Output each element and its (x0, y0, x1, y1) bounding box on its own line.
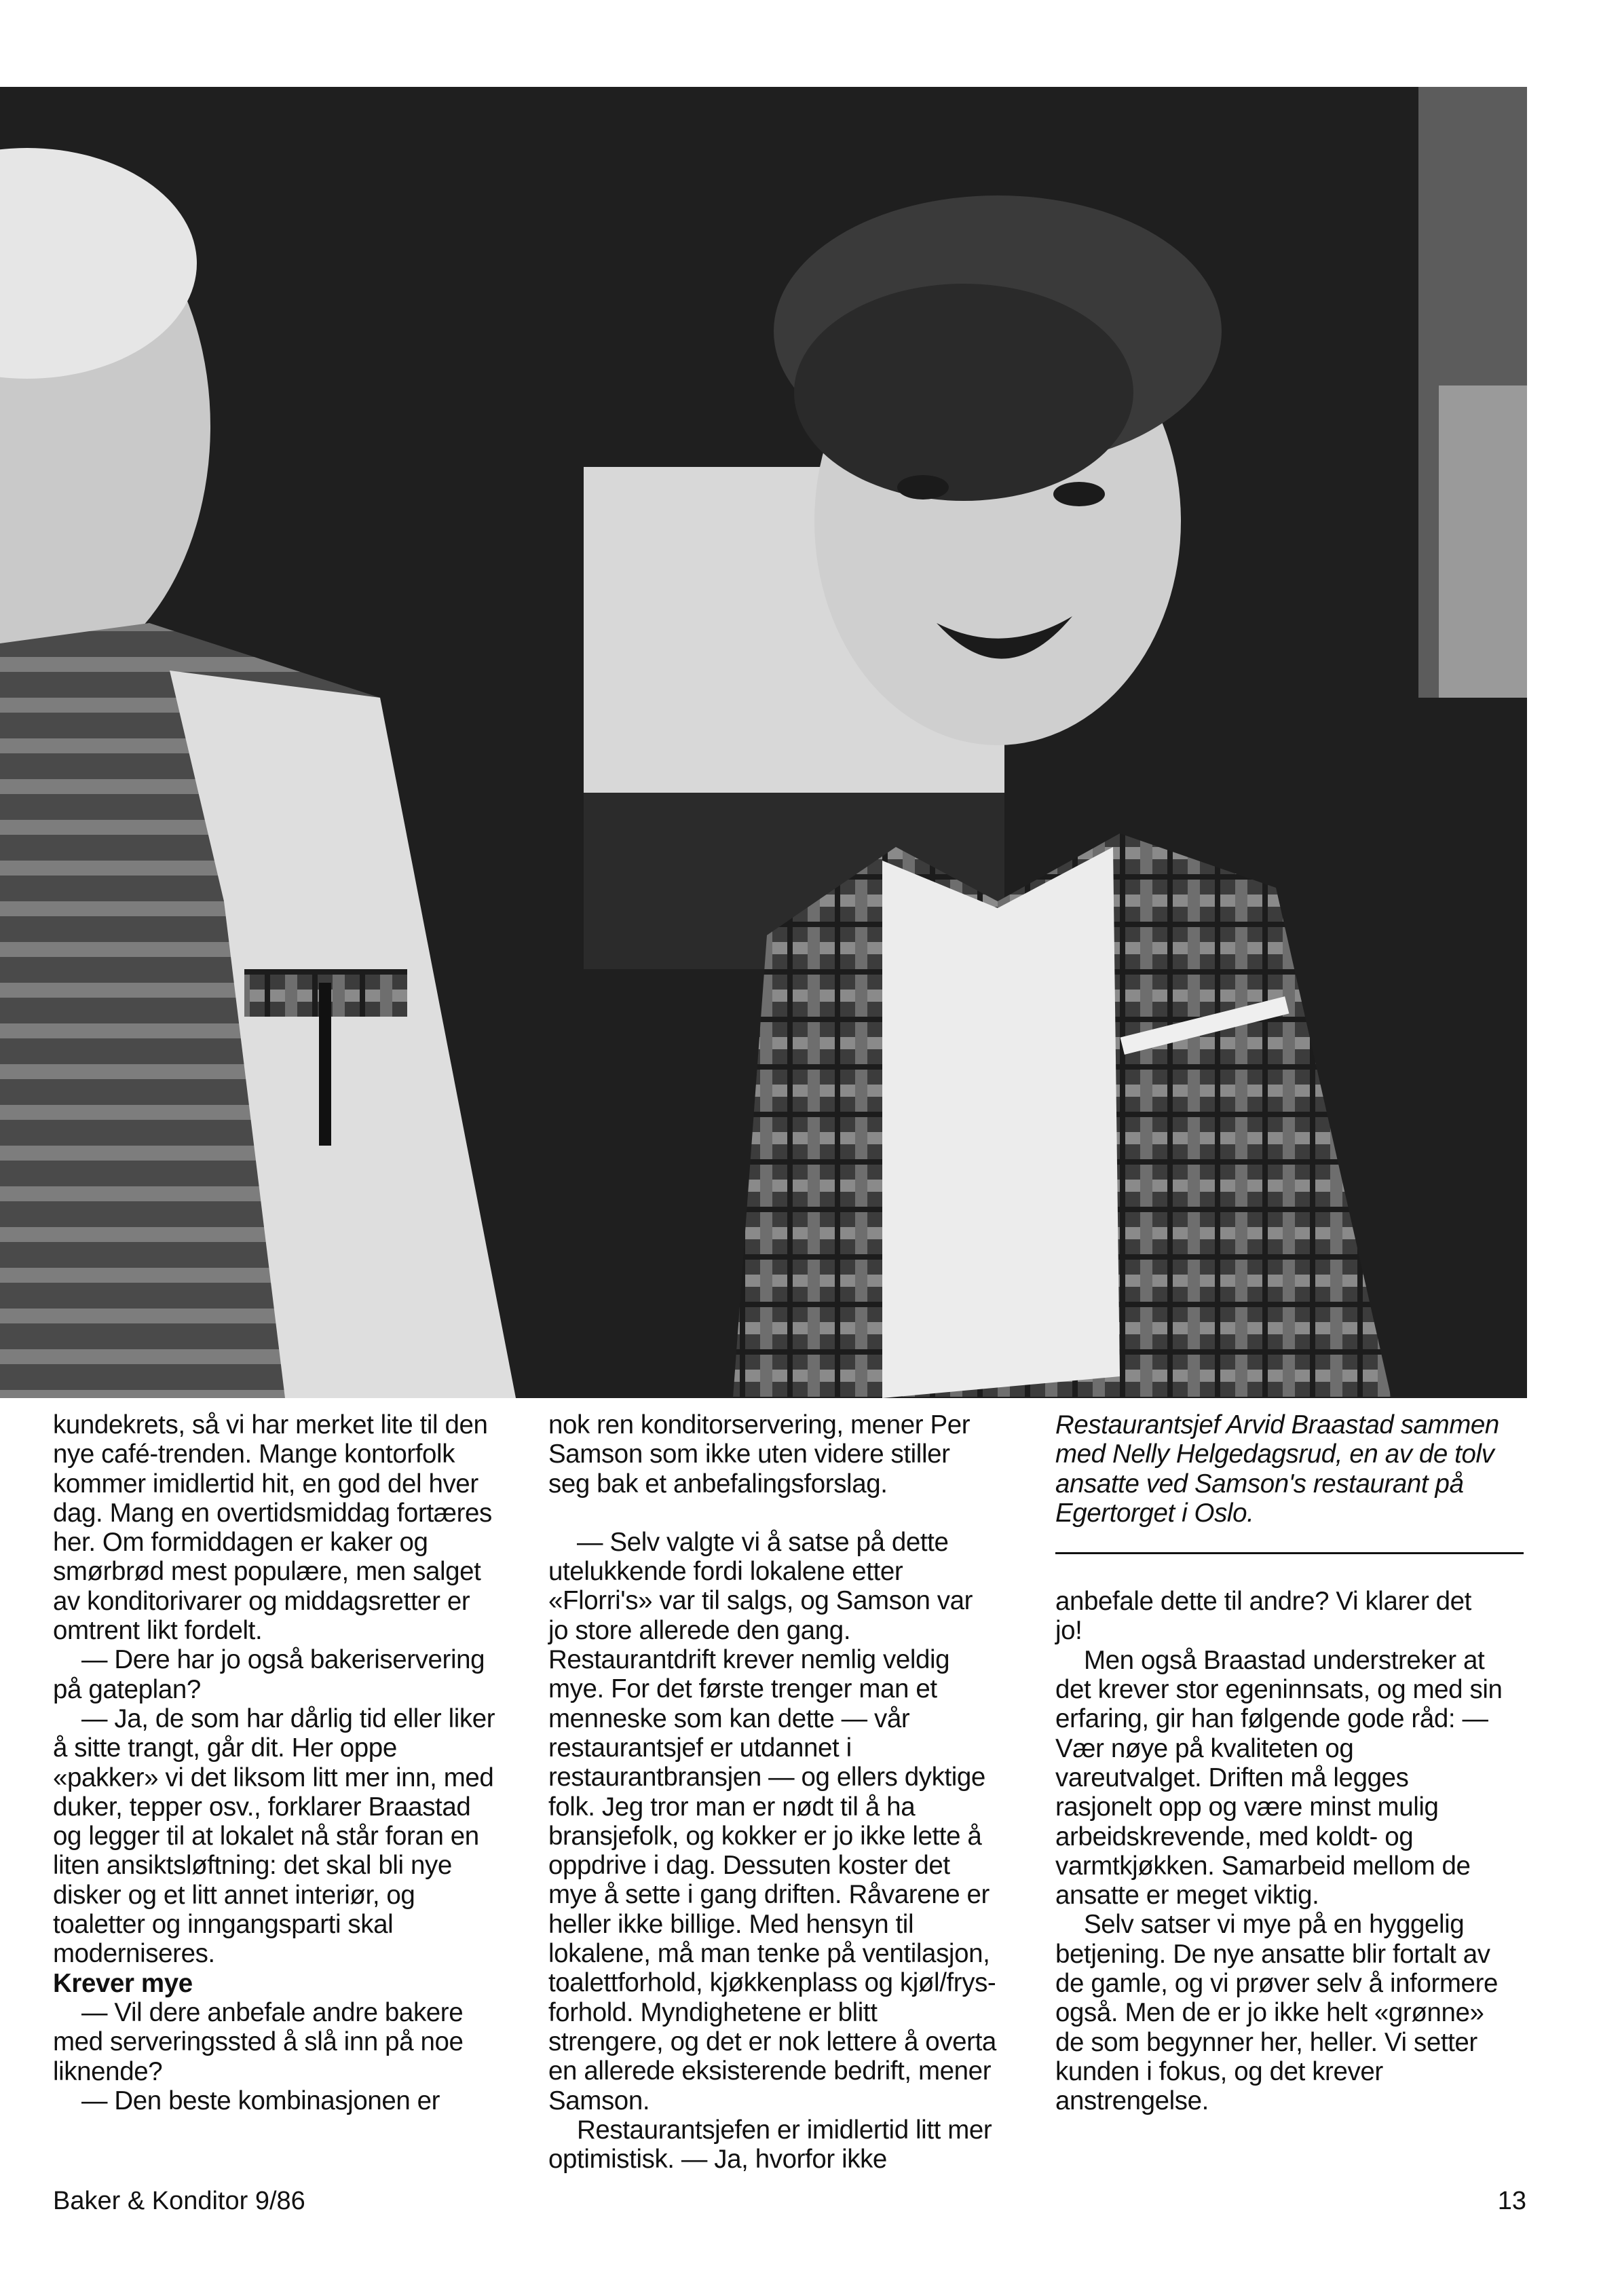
publication-footer: Baker & Konditor 9/86 (53, 2187, 305, 2215)
paragraph: — Dere har jo også bakeriservering på gateplan? (53, 1645, 485, 1704)
paragraph: — Ja, de som har dårlig tid eller liker å sitte trangt, går dit. Her oppe «pakker» vi det liksom litt mer inn, med duker, tepper osv., forklarer Braastad og legger til at lokalet nå står foran en liten ansiktsløftning: det skal bli nye disker og et litt annet interiør, og toaletter og inngangsparti skal moderniseres. (53, 1704, 495, 1969)
paragraph: Selv satser vi mye på en hyggelig betjening. De nye ansatte blir fortalt av de gamle, og vi prøver selv å informere også. Men de er jo ikke helt «grønne» de som begynner her, heller. Vi setter kunden i fokus, og det krever anstrengelse. (1055, 1910, 1499, 2116)
photo-caption: Restaurantsjef Arvid Braastad sammen med Nelly Helgedagsrud, en av de tolv ansatte ved Samson's restaurant på Egertorget i Oslo. (1055, 1410, 1499, 1528)
subheading: Krever mye (53, 1968, 193, 1998)
paragraph: — Den beste kombinasjonen er (81, 2086, 440, 2115)
article-photo (0, 87, 1527, 1398)
article-column-3 (1055, 1410, 1503, 2116)
paragraph: nok ren konditorservering, mener Per Samson som ikke uten videre stiller seg bak et anbefalingsforslag. (548, 1410, 971, 1499)
paragraph: kundekrets, så vi har merket lite til den nye café-trenden. Mange kontorfolk kommer imidlertid hit, en god del hver dag. Mang en overtidsmiddag fortæres her. Om formiddagen er kaker og smørbrød mest populære, men salget av konditorivarer og middagsretter er omtrent likt fordelt. (53, 1410, 492, 1646)
article-column-1 (53, 1410, 501, 2115)
paragraph: Restaurantsjefen er imidlertid litt mer optimistisk. — Ja, hvorfor ikke (548, 2115, 992, 2175)
paragraph: Men også Braastad understreker at det krever stor egeninnsats, og med sin erfaring, gir han følgende gode råd: — Vær nøye på kvaliteten og vareutvalget. Driften må legges rasjonelt opp og være minst mulig arbeidskrevende, med koldt- og varmtkjøkken. Samarbeid mellom de ansatte er meget viktig. (1055, 1645, 1503, 1911)
article-column-2 (548, 1410, 996, 2174)
paragraph: anbefale dette til andre? Vi klarer det jo! (1055, 1587, 1471, 1646)
photo-of-two-people-icon (0, 87, 1527, 1398)
caption-divider (1055, 1552, 1524, 1554)
page-number: 13 (1497, 2187, 1526, 2215)
paragraph: — Vil dere anbefale andre bakere med serveringssted å slå inn på noe liknende? (53, 1997, 464, 2086)
paragraph: — Selv valgte vi å satse på dette utelukkende fordi lokalene etter «Florri's» var til salgs, og Samson var jo store allerede den gang. Restaurantdrift krever nemlig veldig mye. For det første trenger man et menneske som kan dette — vår restaurantsjef er utdannet i restaurantbransjen — og ellers dyktige folk. Jeg tror man er nødt til å ha bransjefolk, og kokker er jo ikke lette å oppdrive i dag. Dessuten koster det mye å sette i gang driften. Råvarene er heller ikke billige. Med hensyn til lokalene, må man tenke på ventilasjon, toalettforhold, kjøkkenplass og kjøl/frys-forhold. Myndighetene er blitt strengere, og det er nok lettere å overta en allerede eksisterende bedrift, mener Samson. (548, 1527, 996, 2115)
